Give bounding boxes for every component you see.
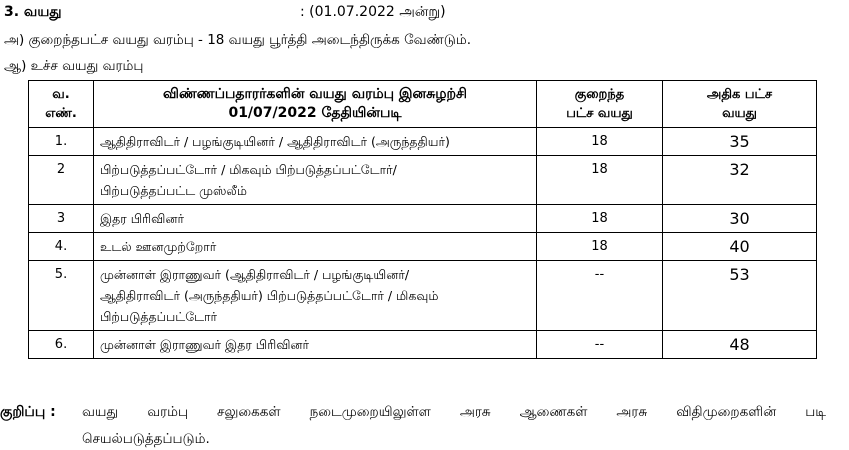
note-text-line2: செயல்படுத்தப்படும். (82, 431, 210, 447)
table-header-row (29, 81, 817, 128)
maximum-age-rule: ஆ) உச்ச வயது வரம்பு (4, 58, 144, 74)
row-max-age: 53 (663, 261, 817, 331)
age-limit-table (28, 80, 817, 359)
row-min-age: 18 (537, 128, 663, 156)
minimum-age-rule: அ) குறைந்தபட்ச வயது வரம்பு - 18 வயது பூர்த்தி அடைந்திருக்க வேண்டும். (4, 32, 471, 48)
header-min-line1: குறைந்த (574, 87, 625, 102)
category-line: முன்னாள் இராணுவர் (ஆதிதிராவிடர் / பழங்குடியினர்/ (100, 267, 410, 282)
header-minimum-age (537, 81, 663, 128)
section-heading: 3. வயது (4, 4, 62, 20)
row-category (94, 128, 537, 156)
row-category (94, 331, 537, 359)
age-reference-date: : (01.07.2022 அன்று) (300, 4, 446, 20)
row-min-age: -- (537, 331, 663, 359)
row-category (94, 261, 537, 331)
row-serial: 3 (29, 205, 94, 233)
header-serial-number (29, 81, 94, 128)
row-min-age: 18 (537, 205, 663, 233)
row-max-age: 40 (663, 233, 817, 261)
header-serial-line1: வ. (52, 87, 70, 102)
header-maximum-age (663, 81, 817, 128)
category-line: ஆதிதிராவிடர் (அருந்ததியர்) பிற்படுத்தப்பட்டோர் / மிகவும் (100, 288, 439, 303)
row-min-age: 18 (537, 156, 663, 205)
row-min-age: -- (537, 261, 663, 331)
header-serial-line2: எண். (45, 106, 77, 121)
category-line: பிற்படுத்தப்பட்ட முஸ்லீம் (100, 183, 247, 198)
row-serial: 1. (29, 128, 94, 156)
row-max-age: 32 (663, 156, 817, 205)
header-max-line2: வயது (722, 106, 757, 121)
row-min-age: 18 (537, 233, 663, 261)
category-line: பிற்படுத்தப்பட்டோர் (100, 309, 218, 324)
row-max-age: 30 (663, 205, 817, 233)
note-label: குறிப்பு : (0, 404, 56, 420)
table-row (29, 261, 817, 331)
header-category-line2: 01/07/2022 தேதியின்படி (228, 105, 402, 121)
header-category-line1: விண்ணப்பதாரர்களின் வயது வரம்பு இனசுழற்சி (163, 86, 467, 102)
row-category (94, 156, 537, 205)
row-max-age: 35 (663, 128, 817, 156)
category-line: முன்னாள் இராணுவர் இதர பிரிவினர் (100, 337, 310, 352)
category-line: ஆதிதிராவிடர் / பழங்குடியினர் / ஆதிதிராவிடர் (அருந்ததியர்) (100, 134, 450, 149)
note-text-line1: வயது வரம்பு சலுகைகள் நடைமுறையிலுள்ள அரசு ஆணைகள் அரசு விதிமுறைகளின் படி (82, 404, 826, 420)
category-line: இதர பிரிவினர் (100, 211, 185, 226)
table-row (29, 156, 817, 205)
row-category (94, 233, 537, 261)
category-line: உடல் ஊனமுற்றோர் (100, 239, 217, 254)
table-row (29, 128, 817, 156)
header-min-line2: பட்ச வயது (566, 106, 633, 121)
row-category (94, 205, 537, 233)
header-category (94, 81, 537, 128)
row-serial: 5. (29, 261, 94, 331)
table-row (29, 331, 817, 359)
table-row (29, 233, 817, 261)
header-max-line1: அதிக பட்ச (706, 87, 773, 102)
table-row (29, 205, 817, 233)
row-serial: 2 (29, 156, 94, 205)
row-serial: 4. (29, 233, 94, 261)
category-line: பிற்படுத்தப்பட்டோர் / மிகவும் பிற்படுத்தப்பட்டோர்/ (100, 162, 397, 177)
row-max-age: 48 (663, 331, 817, 359)
row-serial: 6. (29, 331, 94, 359)
